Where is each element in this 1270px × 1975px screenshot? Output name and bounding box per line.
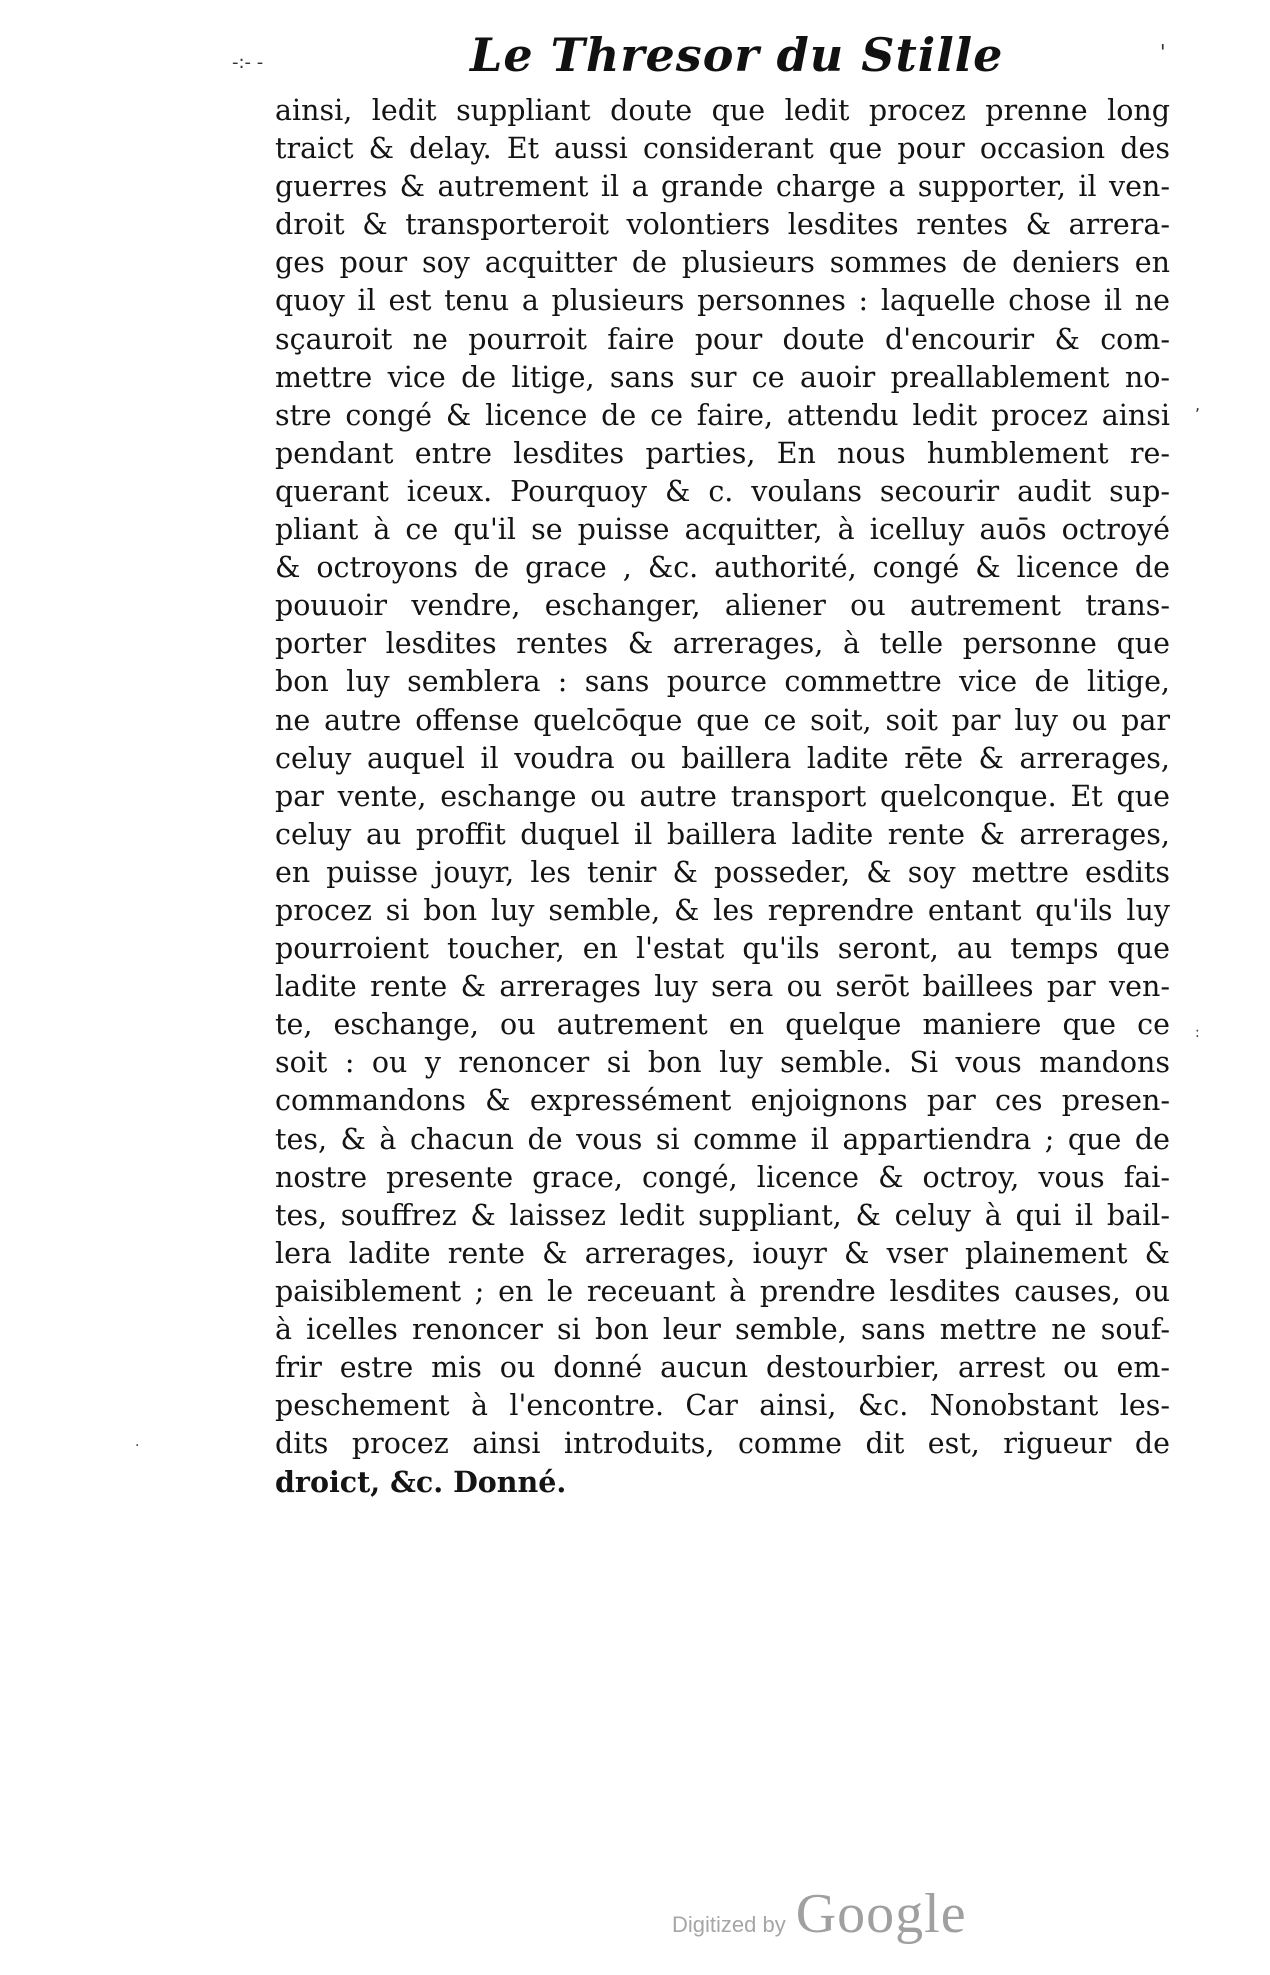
text-line: sçauroit ne pourroit faire pour doute d'encourir & com- xyxy=(275,322,1170,356)
text-line: tes, souffrez & laissez ledit suppliant, & celuy à qui il bail- xyxy=(275,1198,1170,1232)
google-logo: Google xyxy=(795,1883,967,1945)
text-line: ges pour soy acquitter de plusieurs sommes de deniers en xyxy=(275,246,1170,280)
text-line: nostre presente grace, congé, licence & octroy, vous fai- xyxy=(275,1160,1170,1194)
text-line: en puisse jouyr, les tenir & posseder, & soy mettre esdits xyxy=(275,855,1170,889)
text-line: quoy il est tenu a plusieurs personnes : laquelle chose il ne xyxy=(275,284,1170,318)
text-line: frir estre mis ou donné aucun destourbier, arrest ou em- xyxy=(275,1351,1170,1385)
body-text xyxy=(275,92,1170,1501)
margin-mark: -:- - xyxy=(232,52,264,73)
text-line: paisiblement ; en le receuant à prendre lesdites causes, ou xyxy=(275,1274,1170,1308)
text-line: par vente, eschange ou autre transport quelconque. Et que xyxy=(275,779,1170,813)
text-line: pliant à ce qu'il se puisse acquitter, à icelluy auōs octroyé xyxy=(275,513,1170,547)
digitized-by-label: Digitized by xyxy=(672,1912,786,1937)
text-line: stre congé & licence de ce faire, attendu ledit procez ainsi xyxy=(275,398,1170,432)
text-line: bon luy semblera : sans pource commettre vice de litige, xyxy=(275,665,1170,699)
margin-mark: · xyxy=(135,1438,140,1454)
text-line: ladite rente & arrerages luy sera ou serōt baillees par ven- xyxy=(275,970,1170,1004)
text-line: & octroyons de grace , &c. authorité, congé & licence de xyxy=(275,551,1170,585)
text-line: te, eschange, ou autrement en quelque maniere que ce xyxy=(275,1008,1170,1042)
text-line: droit & transporteroit volontiers lesdites rentes & arrera- xyxy=(275,208,1170,242)
text-line: peschement à l'encontre. Car ainsi, &c. Nonobstant les- xyxy=(275,1389,1170,1423)
text-line: querant iceux. Pourquoy & c. voulans secourir audit sup- xyxy=(275,474,1170,508)
margin-mark: : xyxy=(1195,1025,1200,1041)
text-line: ne autre offense quelcōque que ce soit, soit par luy ou par xyxy=(275,703,1170,737)
text-line: lera ladite rente & arrerages, iouyr & vser plainement & xyxy=(275,1236,1170,1270)
text-line: guerres & autrement il a grande charge a supporter, il ven- xyxy=(275,170,1170,204)
text-line: celuy au proffit duquel il baillera ladite rente & arrerages, xyxy=(275,817,1170,851)
text-line: celuy auquel il voudra ou baillera ladite rēte & arrerages, xyxy=(275,741,1170,775)
text-line: porter lesdites rentes & arrerages, à telle personne que xyxy=(275,627,1170,661)
text-line: soit : ou y renoncer si bon luy semble. Si vous mandons xyxy=(275,1046,1170,1080)
text-line: pouuoir vendre, eschanger, aliener ou autrement trans- xyxy=(275,589,1170,623)
margin-mark: , xyxy=(1195,395,1201,414)
text-line: mettre vice de litige, sans sur ce auoir preallablement no- xyxy=(275,360,1170,394)
text-line-final: droict, &c. Donné. xyxy=(275,1465,567,1500)
text-line: procez si bon luy semble, & les reprendre entant qu'ils luy xyxy=(275,893,1170,927)
running-head: Le Thresor du Stille xyxy=(470,28,1004,82)
text-line: traict & delay. Et aussi considerant que pour occasion des xyxy=(275,132,1170,166)
text-line: dits procez ainsi introduits, comme dit est, rigueur de xyxy=(275,1427,1170,1461)
digitized-by-google-watermark xyxy=(672,1882,967,1946)
text-line: pourroient toucher, en l'estat qu'ils seront, au temps que xyxy=(275,932,1170,966)
text-line: tes, & à chacun de vous si comme il appartiendra ; que de xyxy=(275,1122,1170,1156)
text-line: ainsi, ledit suppliant doute que ledit procez prenne long xyxy=(275,94,1170,127)
margin-mark: ' xyxy=(1160,40,1166,64)
text-line: pendant entre lesdites parties, En nous humblement re- xyxy=(275,436,1170,470)
text-line: commandons & expressément enjoignons par ces presen- xyxy=(275,1084,1170,1118)
text-line: à icelles renoncer si bon leur semble, sans mettre ne souf- xyxy=(275,1313,1170,1346)
